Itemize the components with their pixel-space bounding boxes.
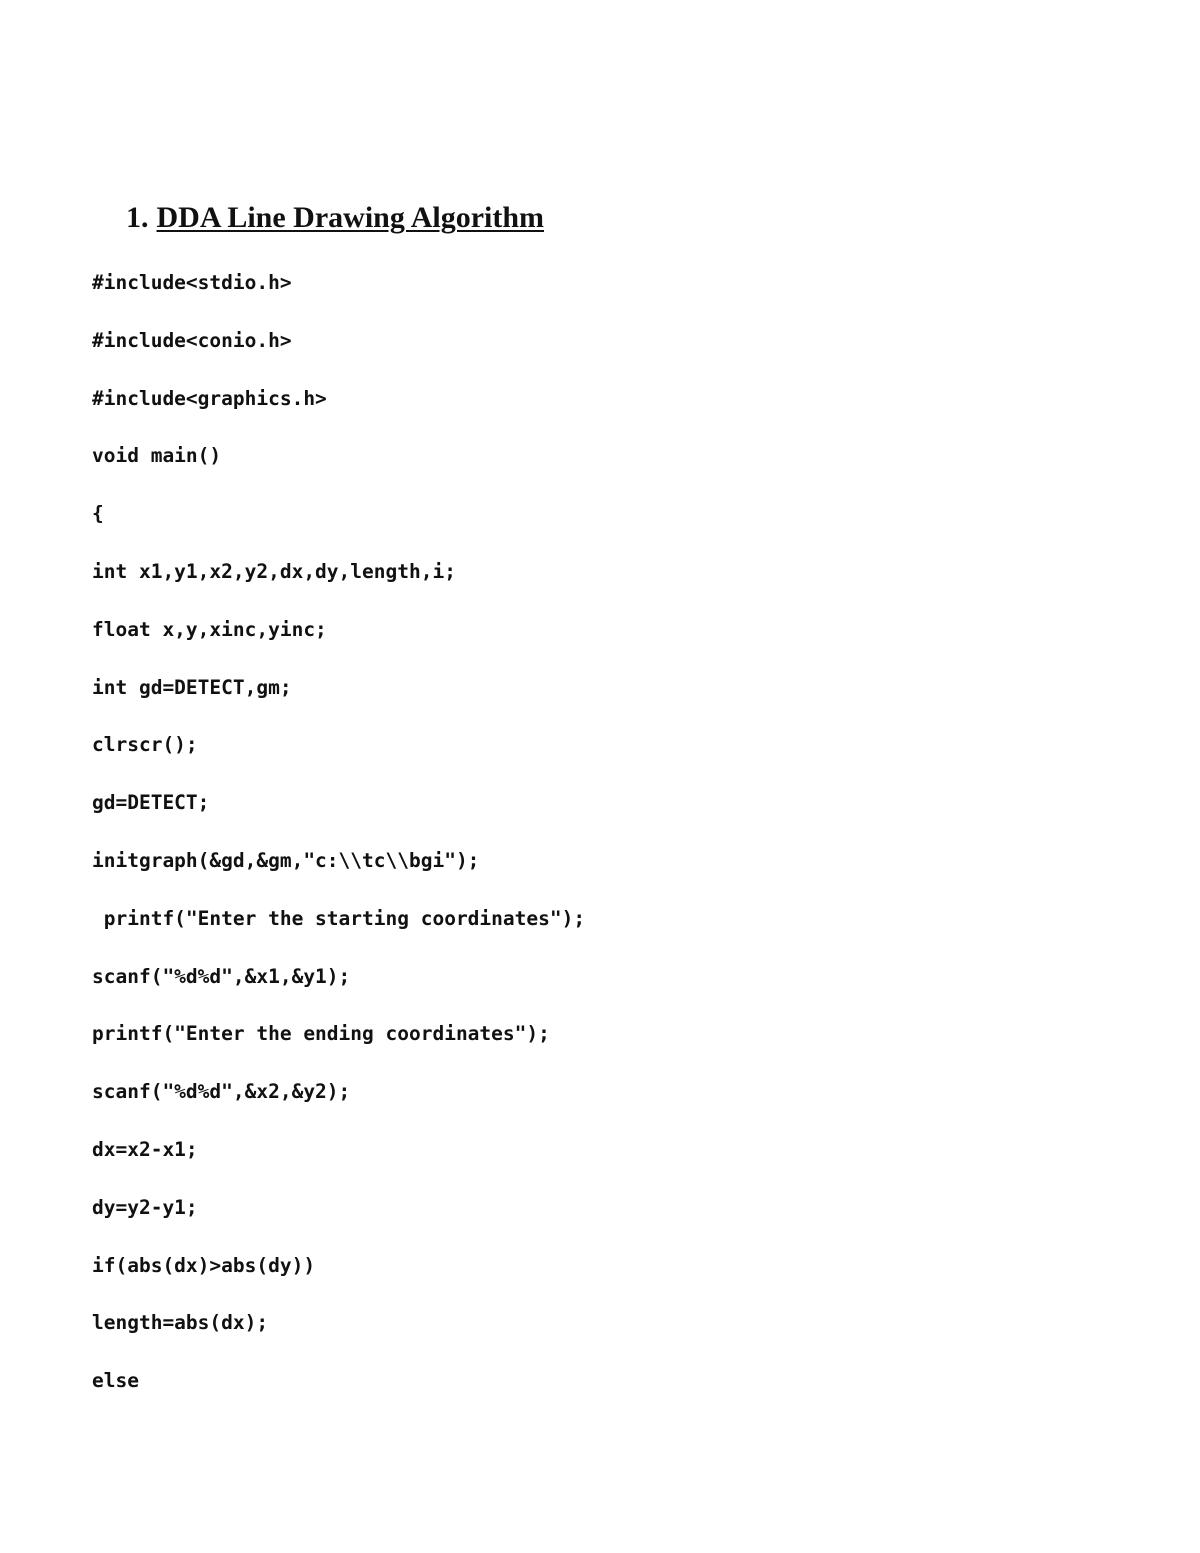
code-line: clrscr(); bbox=[92, 733, 198, 757]
code-listing bbox=[92, 268, 585, 1424]
code-line: int gd=DETECT,gm; bbox=[92, 675, 292, 699]
code-line: scanf("%d%d",&x2,&y2); bbox=[92, 1080, 351, 1104]
code-line: printf("Enter the starting coordinates"); bbox=[92, 906, 586, 930]
code-line: #include<graphics.h> bbox=[92, 386, 327, 410]
code-line: float x,y,xinc,yinc; bbox=[92, 617, 327, 641]
code-line: #include<conio.h> bbox=[92, 328, 292, 352]
code-line: { bbox=[92, 502, 104, 526]
code-line: initgraph(&gd,&gm,"c:\\tc\\bgi"); bbox=[92, 848, 480, 872]
code-line: void main() bbox=[92, 444, 222, 468]
code-line: dy=y2-y1; bbox=[92, 1195, 198, 1219]
code-line: gd=DETECT; bbox=[92, 791, 210, 815]
code-line: if(abs(dx)>abs(dy)) bbox=[92, 1253, 316, 1277]
section-heading bbox=[126, 199, 544, 237]
code-line: else bbox=[92, 1369, 139, 1393]
code-line: int x1,y1,x2,y2,dx,dy,length,i; bbox=[92, 559, 456, 583]
code-line: length=abs(dx); bbox=[92, 1311, 269, 1335]
code-line: dx=x2-x1; bbox=[92, 1137, 198, 1161]
code-line: #include<stdio.h> bbox=[92, 271, 292, 294]
section-number: 1. bbox=[126, 201, 149, 234]
code-line: scanf("%d%d",&x1,&y1); bbox=[92, 964, 351, 988]
code-line: printf("Enter the ending coordinates"); bbox=[92, 1022, 550, 1046]
section-title: DDA Line Drawing Algorithm bbox=[156, 201, 545, 234]
